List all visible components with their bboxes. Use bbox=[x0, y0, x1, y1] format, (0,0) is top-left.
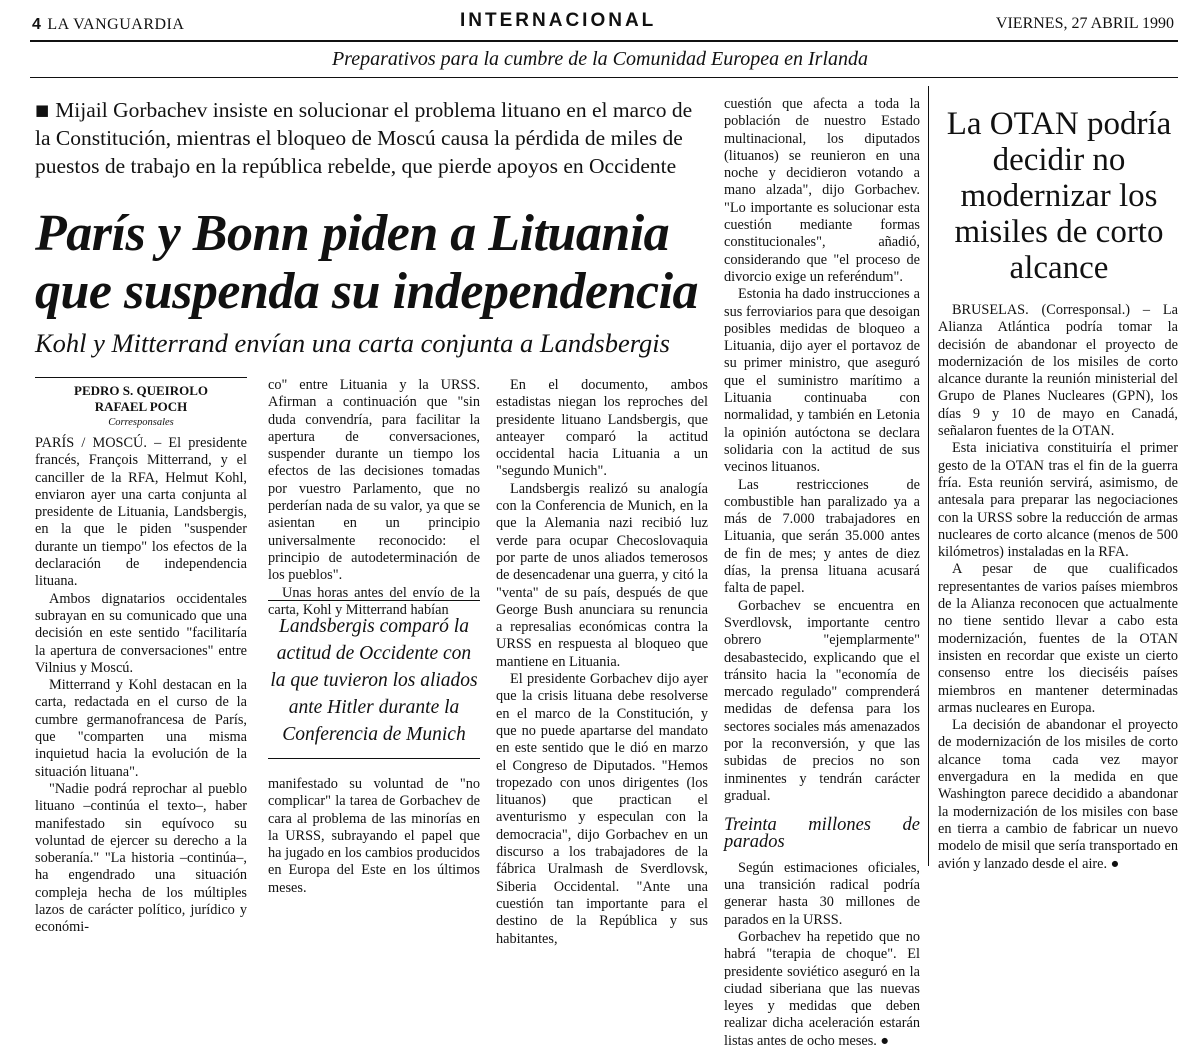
section-subtitle: Treinta millones de parados bbox=[724, 815, 920, 853]
paragraph: cuestión que afecta a toda la población de nuestro Estado multinacional, los diputados (lituanos) se reunieron en una noche y decidieron votando a mano alzada", dijo Gorbachev. "Lo importante es solucionar esta cuestión mediante formas constitucionales", añadió, considerando que "el proceso de divorcio exige un referéndum". bbox=[724, 96, 920, 285]
paragraph: Las restricciones de combustible han paralizado ya a más de 7.000 trabajadores en Lituania, que serán 35.000 antes de fin de mes; y antes de diez días, la prensa lituana acusará falta de papel. bbox=[724, 476, 920, 597]
paragraph: Según estimaciones oficiales, una transición radical podría generar hasta 30 millones de parados en la URSS. bbox=[724, 859, 920, 928]
kicker-rule bbox=[30, 77, 1178, 78]
otan-article-body bbox=[938, 302, 1178, 873]
paragraph: PARÍS / MOSCÚ. – El presidente francés, François Mitterrand, y el canciller de la RFA, Helmut Kohl, enviaron ayer una carta conjunta al presidente de Lituania, Landsbergis, en la que le piden "suspender durante un tiempo" los efectos de la declaración de independencia lituana. bbox=[35, 435, 247, 590]
summary-text: Mijail Gorbachev insiste en solucionar el problema lituano en el marco de la Constitución, mientras el bloqueo de Moscú causa la pérdida de miles de puestos de trabajo en la república rebelde, que pierde apoyos en Occidente bbox=[35, 98, 693, 178]
byline-author-1: PEDRO S. QUEIROLO bbox=[74, 383, 208, 398]
issue-date: VIERNES, 27 ABRIL 1990 bbox=[995, 15, 1174, 32]
article-column-1 bbox=[35, 377, 247, 937]
paragraph: A pesar de que cualificados representantes de varios países miembros de la Alianza reconocen que actualmente no tiene sentido llevar a cabo esta modernización, fuentes de la OTAN insisten en recordar que existe un cierto consenso entre los dieciséis países miembros en mantener determinadas armas nucleares en Europa. bbox=[938, 561, 1178, 716]
paragraph: co" entre Lituania y la URSS. Afirman a continuación que "sin duda convendría, para facilitar la apertura de conversaciones, suspender durante un tiempo los efectos de las decisiones tomadas por vuestro Parlamento, que no perderían nada de su valor, ya que se asientan en un principio universalmente reconocido: el principio de autodeterminación de los pueblos". bbox=[268, 377, 480, 584]
headline bbox=[35, 205, 705, 321]
article-column-2-bottom bbox=[268, 776, 480, 897]
byline-author-2: RAFAEL POCH bbox=[94, 399, 188, 414]
byline bbox=[35, 377, 247, 431]
page-number: 4 bbox=[32, 16, 42, 33]
paragraph: BRUSELAS. (Corresponsal.) – La Alianza Atlántica podría tomar la decisión de abandonar el proyecto de modernización de los misiles de corto alcance durante la reunión ministerial del Grupo de Planes Nucleares (GPN), los días 9 y 10 de mayo en Canadá, señalaron fuentes de la OTAN. bbox=[938, 302, 1178, 440]
newspaper-name: LA VANGUARDIA bbox=[47, 16, 185, 33]
paragraph: "Nadie podrá reprochar al pueblo lituano –continúa el texto–, haber manifestado sin equívoco su voluntad de ejercer su derecho a la soberanía." "La historia –continúa–, ha engendrado una situación compleja hecha de los múltiples lazos de carácter político, jurídico y económi- bbox=[35, 780, 247, 936]
square-bullet-icon: ■ bbox=[35, 101, 50, 119]
paragraph: Estonia ha dado instrucciones a sus ferroviarios para que desoigan posibles medidas de bloqueo a Lituania, dijo ayer el portavoz de su primer ministro, que aseguró que el suministro marítimo a Lituania continuaba con normalidad, y también en Letonia la opinión autóctona se declara solidaria con la actitud de sus vecinos lituanos. bbox=[724, 286, 920, 476]
paragraph: manifestado su voluntad de "no complicar" la tarea de Gorbachev de cara al problema de las minorías en la URSS, subrayando el papel que ha jugado en los cambios producidos en Europa del Este en los últimos meses. bbox=[268, 776, 480, 896]
byline-role: Corresponsales bbox=[108, 417, 174, 428]
paragraph: Gorbachev ha repetido que no habrá "terapia de choque". El presidente soviético aseguró en la ciudad siberiana que las nuevas leyes y medidas que deben realizar dicha aceleración estarán listas antes de ocho meses. ● bbox=[724, 928, 920, 1049]
paragraph: Esta iniciativa constituiría el primer gesto de la OTAN tras el fin de la guerra fría. Esta reunión servirá, asimismo, de antesala para preparar las negociaciones con la URSS sobre la reducción de armas nucleares de corto alcance (menos de 500 kilómetros) instaladas en la RFA. bbox=[938, 440, 1178, 561]
paragraph: Landsbergis realizó su analogía con la Conferencia de Munich, en la que la Alemania nazi recibió luz verde para ocupar Checoslovaquia por parte de unos aliados temerosos de desencadenar una guerra, y citó la "venta" de su país, después de que George Bush anunciara su renuncia a represalias económicas contra la URSS en respuesta al bloqueo que mantiene en Lituania. bbox=[496, 480, 708, 670]
paragraph: La decisión de abandonar el proyecto de modernización de los misiles de corto alcance toma cada vez mayor envergadura en la medida en que Washington parece decidido a abandonar la modernización de los misiles con base en tierra a cambio de fabricar un nuevo modelo de misil que sería transportado en avión y lanzado desde el aire. ● bbox=[938, 717, 1178, 872]
article-column-2-top bbox=[268, 377, 480, 619]
paragraph: En el documento, ambos estadistas niegan los reproches del presidente lituano Landsbergis, que anteayer comparó la actitud occidental hacia Lituania a un "segundo Munich". bbox=[496, 377, 708, 480]
article-column-4 bbox=[724, 96, 920, 1050]
column-divider bbox=[928, 86, 929, 866]
article-column-3 bbox=[496, 377, 708, 948]
subheadline: Kohl y Mitterrand envían una carta conjunta a Landsbergis bbox=[35, 328, 670, 358]
otan-headline: La OTAN podría decidir no modernizar los misiles de corto alcance bbox=[946, 106, 1172, 286]
summary bbox=[35, 96, 701, 180]
headline-line-2: que suspenda su independencia bbox=[35, 263, 699, 320]
masthead bbox=[32, 16, 184, 34]
pull-quote: Landsbergis comparó la actitud de Occidente con la que tuvieron los aliados ante Hitler durante la Conferencia de Munich bbox=[268, 600, 480, 759]
headline-line-1: París y Bonn piden a Lituania bbox=[35, 205, 670, 262]
section-title: INTERNACIONAL bbox=[460, 10, 657, 31]
paragraph: Mitterrand y Kohl destacan en la carta, redactada en el curso de la cumbre germanofrancesa de París, que "comparten una misma inquietud hacia la evolución de la situación lituana". bbox=[35, 677, 247, 780]
paragraph: Ambos dignatarios occidentales subrayan en su comunicado que una decisión en este sentido "facilitaría la apertura de conversaciones" entre Vilnius y Moscú. bbox=[35, 590, 247, 676]
paragraph: Unas horas antes del envío de la carta, Kohl y Mitterrand habían bbox=[268, 584, 480, 618]
paragraph: El presidente Gorbachev dijo ayer que la crisis lituana debe resolverse en el marco de la Constitución, y que no puede apartarse del mandato en este sentido que le dió en marzo el Congreso de Diputados. "Hemos tropezado con unos dirigentes (los lituanos) que practican el aventurismo y especulan con la democracia", dijo Gorbachev en un discurso a los trabajadores de la fábrica Uralmash de Sverdlovsk, Siberia Occidental. "Ante una cuestión tan importante para el destino de la República y sus habitantes, bbox=[496, 671, 708, 947]
header-rule bbox=[30, 40, 1178, 42]
paragraph: Gorbachev se encuentra en Sverdlovsk, importante centro obrero "ejemplarmente" desabastecido, explicando que el tránsito hacia la "economía de mercado regulado" comprenderá medidas de defensa para los sectores sociales más amenazados por la reconversión, y que las subidas de precios no son inminentes y tendrán carácter gradual. bbox=[724, 597, 920, 804]
kicker: Preparativos para la cumbre de la Comunidad Europea en Irlanda bbox=[331, 48, 869, 70]
